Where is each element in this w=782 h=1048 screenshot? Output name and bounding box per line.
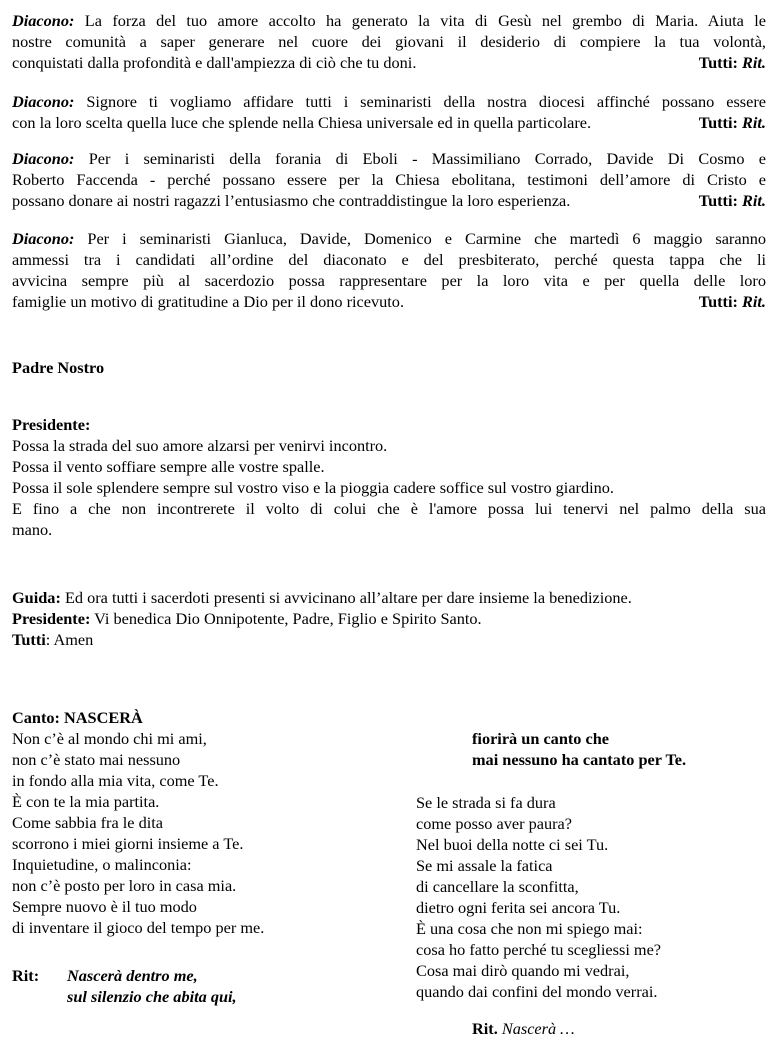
song-line: È una cosa che non mi spiego mai: <box>416 919 643 938</box>
song-line: di inventare il gioco del tempo per me. <box>12 918 265 937</box>
song-line: Inquietudine, o malinconia: <box>12 855 192 874</box>
prayer-line: conquistati dalla profondità e dall'ampiezza di ciò che tu doni. Tutti: Rit. <box>12 53 766 72</box>
response-tutti: Tutti: Rit. <box>698 113 766 132</box>
prayer-line: Diacono: Signore ti vogliamo affidare tutti i seminaristi della nostra diocesi affinché possano essere <box>12 92 766 111</box>
blessing-line: mano. <box>12 520 53 539</box>
prayer-line: con la loro scelta quella luce che splende nella Chiesa universale ed in quella particolare. Tutti: Rit. <box>12 113 766 132</box>
prayer-1 <box>12 10 766 73</box>
song-line: È con te la mia partita. <box>12 792 160 811</box>
rit-label: Rit: <box>12 966 40 985</box>
song-title: Canto: NASCERÀ <box>12 708 143 727</box>
song-right-stanza <box>416 792 661 1002</box>
song-line: Nel buoi della notte ci sei Tu. <box>416 835 609 854</box>
song-line: come posso aver paura? <box>416 814 572 833</box>
refrain-left <box>67 965 237 1007</box>
song-line: non c’è posto per loro in casa mia. <box>12 876 237 895</box>
closing-line-guida: Guida: Ed ora tutti i sacerdoti presenti si avvicinano all’altare per dare insieme la benedizione. <box>12 588 632 607</box>
rit-repeat: Rit. Nascerà … <box>472 1019 575 1038</box>
closing-line-tutti: Tutti: Amen <box>12 630 94 649</box>
blessing-line: E fino a che non incontrerete il volto di colui che è l'amore possa lui tenervi nel palmo della sua <box>12 499 766 518</box>
song-line: Non c’è al mondo chi mi ami, <box>12 729 207 748</box>
prayer-line: Roberto Faccenda - perché possano essere per la Chiesa ebolitana, testimoni dell’amore di Cristo e <box>12 170 766 189</box>
response-tutti: Tutti: Rit. <box>698 292 766 311</box>
song-line: dietro ogni ferita sei ancora Tu. <box>416 898 621 917</box>
role-label: Diacono: <box>12 229 75 248</box>
blessing-line: Possa il vento soffiare sempre alle vostre spalle. <box>12 457 325 476</box>
refrain-line: mai nessuno ha cantato per Te. <box>472 750 687 769</box>
prayer-line: famiglie un motivo di gratitudine a Dio per il dono ricevuto. Tutti: Rit. <box>12 292 766 311</box>
blessing-line: Possa la strada del suo amore alzarsi per venirvi incontro. <box>12 436 388 455</box>
prayer-line: Diacono: La forza del tuo amore accolto ha generato la vita di Gesù nel grembo di Maria. Aiuta le <box>12 11 766 30</box>
prayer-4 <box>12 228 766 312</box>
response-tutti: Tutti: Rit. <box>698 191 766 210</box>
song-line: Cosa mai dirò quando mi vedrai, <box>416 961 630 980</box>
song-line: in fondo alla mia vita, come Te. <box>12 771 219 790</box>
role-label: Diacono: <box>12 149 75 168</box>
refrain-line: fiorirà un canto che <box>472 729 610 748</box>
refrain-line: Nascerà dentro me, <box>67 966 198 985</box>
refrain-line: sul silenzio che abita qui, <box>67 987 237 1006</box>
song-line: Se le strada si fa dura <box>416 793 556 812</box>
blessing-heading: Presidente: <box>12 415 91 434</box>
prayer-3 <box>12 148 766 211</box>
role-label: Diacono: <box>12 11 75 30</box>
prayer-line: avvicina sempre più al sacerdozio possa rappresentare per la loro vita e per quella delle loro <box>12 271 766 290</box>
closing-block <box>12 587 766 650</box>
blessing-block <box>12 414 766 540</box>
prayer-line: Diacono: Per i seminaristi Gianluca, Davide, Domenico e Carmine che martedì 6 maggio saranno <box>12 229 766 248</box>
refrain-right <box>472 728 686 770</box>
prayer-2 <box>12 91 766 133</box>
response-tutti: Tutti: Rit. <box>698 53 766 72</box>
prayer-line: Diacono: Per i seminaristi della forania di Eboli - Massimiliano Corrado, Davide Di Cosmo e <box>12 149 766 168</box>
song-line: Sempre nuovo è il tuo modo <box>12 897 197 916</box>
prayer-line: ammessi tra i candidati all’ordine del diaconato e del presbiterato, perché questa tappa che li <box>12 250 766 269</box>
blessing-line: Possa il sole splendere sempre sul vostro viso e la pioggia cadere soffice sul vostro giardino. <box>12 478 614 497</box>
song-line: non c’è stato mai nessuno <box>12 750 181 769</box>
song-line: scorrono i miei giorni insieme a Te. <box>12 834 244 853</box>
role-label: Diacono: <box>12 92 75 111</box>
prayer-line: nostre comunità a saper generare nel cuore dei giovani il desiderio di compiere la tua volontà, <box>12 32 766 51</box>
closing-line-presidente: Presidente: Vi benedica Dio Onnipotente, Padre, Figlio e Spirito Santo. <box>12 609 482 628</box>
song-left-stanza <box>12 728 264 938</box>
song-line: Come sabbia fra le dita <box>12 813 163 832</box>
prayer-line: possano donare ai nostri ragazzi l’entusiasmo che contraddistingue la loro esperienza. Tutti: Rit. <box>12 191 766 210</box>
padre-nostro-heading: Padre Nostro <box>12 358 105 377</box>
song-line: cosa ho fatto perché tu scegliessi me? <box>416 940 662 959</box>
song-line: di cancellare la sconfitta, <box>416 877 579 896</box>
song-line: Se mi assale la fatica <box>416 856 553 875</box>
song-line: quando dai confini del mondo verrai. <box>416 982 658 1001</box>
